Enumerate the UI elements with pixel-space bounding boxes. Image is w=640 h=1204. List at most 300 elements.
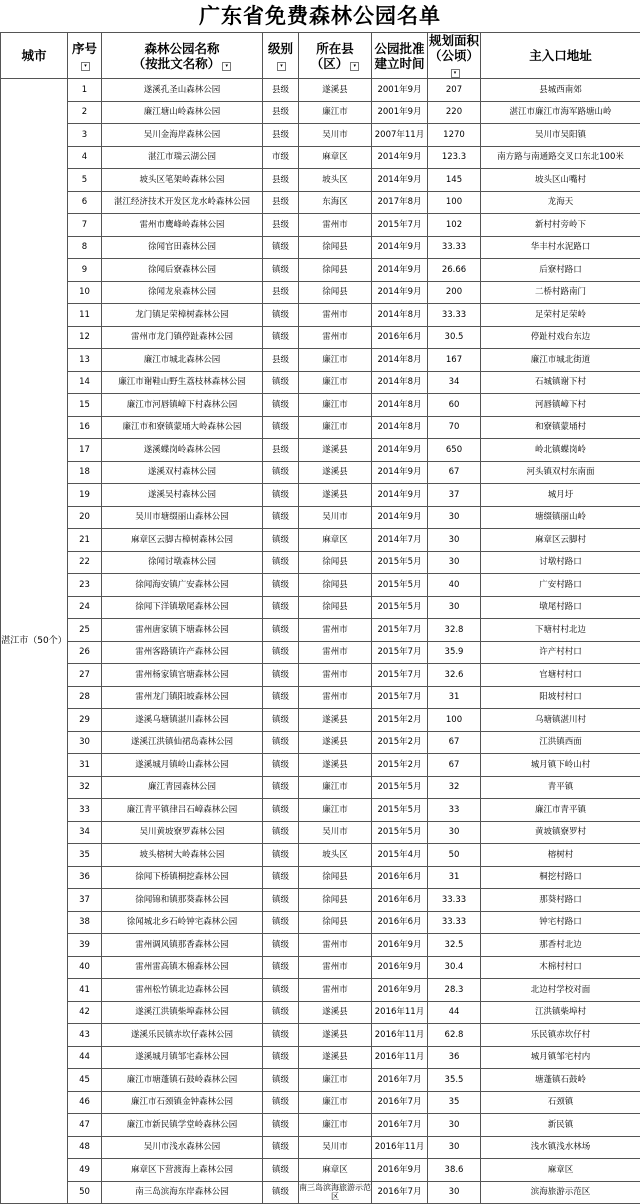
row-number-cell[interactable]: 24 xyxy=(68,596,102,619)
row-number-cell[interactable]: 30 xyxy=(68,731,102,754)
area-cell[interactable]: 1270 xyxy=(428,124,481,147)
park-name-cell[interactable]: 廉江市塘蓬镇石鼓岭森林公园 xyxy=(102,1069,263,1092)
park-name-cell[interactable]: 雷州市鹰峰岭森林公园 xyxy=(102,214,263,237)
park-name-cell[interactable]: 龙门镇足荣樟树森林公园 xyxy=(102,304,263,327)
column-header-area[interactable] xyxy=(428,33,481,79)
entrance-address-cell[interactable]: 浅水镇浅水林场 xyxy=(481,1136,640,1159)
entrance-address-cell[interactable]: 乌塘镇湛川村 xyxy=(481,709,640,732)
level-cell[interactable]: 县级 xyxy=(263,281,299,304)
approval-date-cell[interactable]: 2016年7月 xyxy=(372,1091,428,1114)
level-cell[interactable]: 镇级 xyxy=(263,1159,299,1182)
area-cell[interactable]: 40 xyxy=(428,574,481,597)
level-cell[interactable]: 镇级 xyxy=(263,709,299,732)
level-cell[interactable]: 镇级 xyxy=(263,956,299,979)
area-cell[interactable]: 30 xyxy=(428,821,481,844)
county-cell[interactable]: 坡头区 xyxy=(299,169,372,192)
level-cell[interactable]: 镇级 xyxy=(263,461,299,484)
level-cell[interactable]: 镇级 xyxy=(263,484,299,507)
park-name-cell[interactable]: 麻章区云脚古樟树森林公园 xyxy=(102,529,263,552)
county-cell[interactable]: 徐闻县 xyxy=(299,596,372,619)
row-number-cell[interactable]: 26 xyxy=(68,641,102,664)
approval-date-cell[interactable]: 2015年7月 xyxy=(372,214,428,237)
entrance-address-cell[interactable]: 后寮村路口 xyxy=(481,259,640,282)
entrance-address-cell[interactable]: 坡头区山嘴村 xyxy=(481,169,640,192)
city-cell[interactable]: 湛江市（50个） xyxy=(1,79,68,1204)
row-number-cell[interactable]: 27 xyxy=(68,664,102,687)
approval-date-cell[interactable]: 2015年4月 xyxy=(372,844,428,867)
county-cell[interactable]: 廉江市 xyxy=(299,1114,372,1137)
entrance-address-cell[interactable]: 乐民镇赤坎仔村 xyxy=(481,1024,640,1047)
entrance-address-cell[interactable]: 城月镇下岭山村 xyxy=(481,754,640,777)
county-cell[interactable]: 徐闻县 xyxy=(299,889,372,912)
level-cell[interactable]: 镇级 xyxy=(263,1114,299,1137)
area-cell[interactable]: 67 xyxy=(428,731,481,754)
area-cell[interactable]: 220 xyxy=(428,101,481,124)
entrance-address-cell[interactable]: 榕树村 xyxy=(481,844,640,867)
entrance-address-cell[interactable]: 广安村路口 xyxy=(481,574,640,597)
park-name-cell[interactable]: 雷州松竹镇北边森林公园 xyxy=(102,979,263,1002)
entrance-address-cell[interactable]: 江洪镇西面 xyxy=(481,731,640,754)
county-cell[interactable]: 吴川市 xyxy=(299,821,372,844)
level-cell[interactable]: 镇级 xyxy=(263,1181,299,1204)
entrance-address-cell[interactable]: 滨海旅游示范区 xyxy=(481,1181,640,1204)
approval-date-cell[interactable]: 2016年6月 xyxy=(372,326,428,349)
entrance-address-cell[interactable]: 廉江市青平镇 xyxy=(481,799,640,822)
row-number-cell[interactable]: 39 xyxy=(68,934,102,957)
county-cell[interactable]: 遂溪县 xyxy=(299,754,372,777)
county-cell[interactable]: 徐闻县 xyxy=(299,866,372,889)
entrance-address-cell[interactable]: 新民镇 xyxy=(481,1114,640,1137)
area-cell[interactable]: 31 xyxy=(428,686,481,709)
approval-date-cell[interactable]: 2014年8月 xyxy=(372,349,428,372)
level-cell[interactable]: 县级 xyxy=(263,439,299,462)
park-name-cell[interactable]: 吴川黄坡寮罗森林公园 xyxy=(102,821,263,844)
area-cell[interactable]: 36 xyxy=(428,1046,481,1069)
row-number-cell[interactable]: 25 xyxy=(68,619,102,642)
level-cell[interactable]: 镇级 xyxy=(263,416,299,439)
row-number-cell[interactable]: 46 xyxy=(68,1091,102,1114)
area-cell[interactable]: 30 xyxy=(428,1181,481,1204)
county-cell[interactable]: 徐闻县 xyxy=(299,551,372,574)
county-cell[interactable]: 遂溪县 xyxy=(299,1046,372,1069)
approval-date-cell[interactable]: 2016年6月 xyxy=(372,911,428,934)
park-name-cell[interactable]: 廉江塘山岭森林公园 xyxy=(102,101,263,124)
row-number-cell[interactable]: 11 xyxy=(68,304,102,327)
area-cell[interactable]: 33.33 xyxy=(428,304,481,327)
county-cell[interactable]: 遂溪县 xyxy=(299,461,372,484)
level-cell[interactable]: 镇级 xyxy=(263,1024,299,1047)
area-cell[interactable]: 60 xyxy=(428,394,481,417)
entrance-address-cell[interactable]: 下塘村村北边 xyxy=(481,619,640,642)
row-number-cell[interactable]: 42 xyxy=(68,1001,102,1024)
approval-date-cell[interactable]: 2016年9月 xyxy=(372,956,428,979)
level-cell[interactable]: 镇级 xyxy=(263,394,299,417)
row-number-cell[interactable]: 43 xyxy=(68,1024,102,1047)
approval-date-cell[interactable]: 2016年7月 xyxy=(372,1069,428,1092)
entrance-address-cell[interactable]: 二桥村路南门 xyxy=(481,281,640,304)
entrance-address-cell[interactable]: 青平镇 xyxy=(481,776,640,799)
park-name-cell[interactable]: 雷州唐家镇下塘森林公园 xyxy=(102,619,263,642)
park-name-cell[interactable]: 雷州龙门镇阳坡森林公园 xyxy=(102,686,263,709)
park-name-cell[interactable]: 廉江市新民镇学堂岭森林公园 xyxy=(102,1114,263,1137)
column-header-approval-date[interactable] xyxy=(372,33,428,79)
entrance-address-cell[interactable]: 许产村村口 xyxy=(481,641,640,664)
level-cell[interactable]: 镇级 xyxy=(263,799,299,822)
row-number-cell[interactable]: 6 xyxy=(68,191,102,214)
approval-date-cell[interactable]: 2014年9月 xyxy=(372,169,428,192)
park-name-cell[interactable]: 廉江市城北森林公园 xyxy=(102,349,263,372)
level-cell[interactable]: 镇级 xyxy=(263,574,299,597)
county-cell[interactable]: 雷州市 xyxy=(299,326,372,349)
area-cell[interactable]: 30 xyxy=(428,596,481,619)
approval-date-cell[interactable]: 2014年9月 xyxy=(372,461,428,484)
level-cell[interactable]: 镇级 xyxy=(263,304,299,327)
row-number-cell[interactable]: 1 xyxy=(68,79,102,102)
level-cell[interactable]: 镇级 xyxy=(263,529,299,552)
row-number-cell[interactable]: 47 xyxy=(68,1114,102,1137)
entrance-address-cell[interactable]: 岭北镇蝶岗岭 xyxy=(481,439,640,462)
row-number-cell[interactable]: 32 xyxy=(68,776,102,799)
approval-date-cell[interactable]: 2015年5月 xyxy=(372,776,428,799)
area-cell[interactable]: 200 xyxy=(428,281,481,304)
county-cell[interactable]: 雷州市 xyxy=(299,619,372,642)
row-number-cell[interactable]: 38 xyxy=(68,911,102,934)
filter-dropdown-icon[interactable]: ▾ xyxy=(222,62,231,71)
level-cell[interactable]: 镇级 xyxy=(263,664,299,687)
level-cell[interactable]: 镇级 xyxy=(263,259,299,282)
approval-date-cell[interactable]: 2016年7月 xyxy=(372,1114,428,1137)
park-name-cell[interactable]: 遂溪江洪镇仙裙岛森林公园 xyxy=(102,731,263,754)
level-cell[interactable]: 镇级 xyxy=(263,731,299,754)
park-name-cell[interactable]: 徐闻龙泉森林公园 xyxy=(102,281,263,304)
row-number-cell[interactable]: 3 xyxy=(68,124,102,147)
approval-date-cell[interactable]: 2015年2月 xyxy=(372,731,428,754)
row-number-cell[interactable]: 21 xyxy=(68,529,102,552)
county-cell[interactable]: 廉江市 xyxy=(299,416,372,439)
area-cell[interactable]: 35.9 xyxy=(428,641,481,664)
approval-date-cell[interactable]: 2015年5月 xyxy=(372,821,428,844)
level-cell[interactable]: 镇级 xyxy=(263,911,299,934)
entrance-address-cell[interactable]: 足荣村足荣岭 xyxy=(481,304,640,327)
park-name-cell[interactable]: 廉江市谢鞋山野生荔枝林森林公园 xyxy=(102,371,263,394)
approval-date-cell[interactable]: 2016年9月 xyxy=(372,979,428,1002)
park-name-cell[interactable]: 吴川市浅水森林公园 xyxy=(102,1136,263,1159)
entrance-address-cell[interactable]: 南方路与南通路交叉口东北100米 xyxy=(481,146,640,169)
row-number-cell[interactable]: 34 xyxy=(68,821,102,844)
county-cell[interactable]: 雷州市 xyxy=(299,686,372,709)
area-cell[interactable]: 33.33 xyxy=(428,889,481,912)
entrance-address-cell[interactable]: 讨墩村路口 xyxy=(481,551,640,574)
approval-date-cell[interactable]: 2016年7月 xyxy=(372,1181,428,1204)
row-number-cell[interactable]: 41 xyxy=(68,979,102,1002)
level-cell[interactable]: 县级 xyxy=(263,191,299,214)
entrance-address-cell[interactable]: 石颈镇 xyxy=(481,1091,640,1114)
area-cell[interactable]: 207 xyxy=(428,79,481,102)
approval-date-cell[interactable]: 2014年8月 xyxy=(372,371,428,394)
county-cell[interactable]: 雷州市 xyxy=(299,934,372,957)
approval-date-cell[interactable]: 2016年11月 xyxy=(372,1001,428,1024)
county-cell[interactable]: 遂溪县 xyxy=(299,439,372,462)
area-cell[interactable]: 167 xyxy=(428,349,481,372)
county-cell[interactable]: 吴川市 xyxy=(299,506,372,529)
approval-date-cell[interactable]: 2014年9月 xyxy=(372,484,428,507)
entrance-address-cell[interactable]: 河唇镇嶂下村 xyxy=(481,394,640,417)
park-name-cell[interactable]: 廉江市河唇镇嶂下村森林公园 xyxy=(102,394,263,417)
row-number-cell[interactable]: 33 xyxy=(68,799,102,822)
approval-date-cell[interactable]: 2001年9月 xyxy=(372,101,428,124)
row-number-cell[interactable]: 31 xyxy=(68,754,102,777)
entrance-address-cell[interactable]: 麻章区云脚村 xyxy=(481,529,640,552)
county-cell[interactable]: 遂溪县 xyxy=(299,484,372,507)
entrance-address-cell[interactable]: 塘缀镇丽山岭 xyxy=(481,506,640,529)
row-number-cell[interactable]: 22 xyxy=(68,551,102,574)
approval-date-cell[interactable]: 2016年6月 xyxy=(372,889,428,912)
area-cell[interactable]: 35.5 xyxy=(428,1069,481,1092)
county-cell[interactable]: 麻章区 xyxy=(299,1159,372,1182)
row-number-cell[interactable]: 8 xyxy=(68,236,102,259)
park-name-cell[interactable]: 徐闻后寮森林公园 xyxy=(102,259,263,282)
park-name-cell[interactable]: 吴川金海岸森林公园 xyxy=(102,124,263,147)
row-number-cell[interactable]: 50 xyxy=(68,1181,102,1204)
county-cell[interactable]: 吴川市 xyxy=(299,1136,372,1159)
row-number-cell[interactable]: 14 xyxy=(68,371,102,394)
county-cell[interactable]: 遂溪县 xyxy=(299,731,372,754)
row-number-cell[interactable]: 4 xyxy=(68,146,102,169)
approval-date-cell[interactable]: 2015年5月 xyxy=(372,799,428,822)
area-cell[interactable]: 100 xyxy=(428,191,481,214)
park-name-cell[interactable]: 遂溪城月镇岭山森林公园 xyxy=(102,754,263,777)
area-cell[interactable]: 26.66 xyxy=(428,259,481,282)
entrance-address-cell[interactable]: 那香村北边 xyxy=(481,934,640,957)
area-cell[interactable]: 28.3 xyxy=(428,979,481,1002)
row-number-cell[interactable]: 37 xyxy=(68,889,102,912)
row-number-cell[interactable]: 48 xyxy=(68,1136,102,1159)
county-cell[interactable]: 麻章区 xyxy=(299,146,372,169)
level-cell[interactable]: 镇级 xyxy=(263,551,299,574)
county-cell[interactable]: 遂溪县 xyxy=(299,79,372,102)
entrance-address-cell[interactable]: 龙海天 xyxy=(481,191,640,214)
area-cell[interactable]: 30 xyxy=(428,551,481,574)
area-cell[interactable]: 62.8 xyxy=(428,1024,481,1047)
park-name-cell[interactable]: 南三岛滨海东岸森林公园 xyxy=(102,1181,263,1204)
county-cell[interactable]: 雷州市 xyxy=(299,979,372,1002)
level-cell[interactable]: 镇级 xyxy=(263,754,299,777)
entrance-address-cell[interactable]: 江洪镇柴埠村 xyxy=(481,1001,640,1024)
area-cell[interactable]: 31 xyxy=(428,866,481,889)
approval-date-cell[interactable]: 2014年9月 xyxy=(372,439,428,462)
area-cell[interactable]: 70 xyxy=(428,416,481,439)
area-cell[interactable]: 50 xyxy=(428,844,481,867)
level-cell[interactable]: 县级 xyxy=(263,169,299,192)
level-cell[interactable]: 镇级 xyxy=(263,1046,299,1069)
approval-date-cell[interactable]: 2015年7月 xyxy=(372,664,428,687)
column-header-county[interactable] xyxy=(299,33,372,79)
row-number-cell[interactable]: 29 xyxy=(68,709,102,732)
county-cell[interactable]: 遂溪县 xyxy=(299,1001,372,1024)
county-cell[interactable]: 麻章区 xyxy=(299,529,372,552)
county-cell[interactable]: 徐闻县 xyxy=(299,911,372,934)
approval-date-cell[interactable]: 2015年5月 xyxy=(372,574,428,597)
row-number-cell[interactable]: 9 xyxy=(68,259,102,282)
area-cell[interactable]: 145 xyxy=(428,169,481,192)
area-cell[interactable]: 30 xyxy=(428,506,481,529)
entrance-address-cell[interactable]: 华丰村水泥路口 xyxy=(481,236,640,259)
county-cell[interactable]: 廉江市 xyxy=(299,776,372,799)
park-name-cell[interactable]: 坡头区笔架岭森林公园 xyxy=(102,169,263,192)
county-cell[interactable]: 徐闻县 xyxy=(299,574,372,597)
area-cell[interactable]: 32 xyxy=(428,776,481,799)
park-name-cell[interactable]: 徐闻讨墩森林公园 xyxy=(102,551,263,574)
approval-date-cell[interactable]: 2015年5月 xyxy=(372,596,428,619)
approval-date-cell[interactable]: 2001年9月 xyxy=(372,79,428,102)
row-number-cell[interactable]: 45 xyxy=(68,1069,102,1092)
park-name-cell[interactable]: 雷州雷高镇木棉森林公园 xyxy=(102,956,263,979)
approval-date-cell[interactable]: 2014年8月 xyxy=(372,416,428,439)
entrance-address-cell[interactable]: 城月镇邹宅村内 xyxy=(481,1046,640,1069)
approval-date-cell[interactable]: 2016年11月 xyxy=(372,1136,428,1159)
entrance-address-cell[interactable]: 麻章区 xyxy=(481,1159,640,1182)
park-name-cell[interactable]: 遂溪江洪镇柴埠森林公园 xyxy=(102,1001,263,1024)
entrance-address-cell[interactable]: 塘蓬镇石鼓岭 xyxy=(481,1069,640,1092)
entrance-address-cell[interactable]: 县城西南郊 xyxy=(481,79,640,102)
park-name-cell[interactable]: 雷州杨家镇官塘森林公园 xyxy=(102,664,263,687)
county-cell[interactable]: 徐闻县 xyxy=(299,236,372,259)
county-cell[interactable]: 吴川市 xyxy=(299,124,372,147)
park-name-cell[interactable]: 遂溪吴村森林公园 xyxy=(102,484,263,507)
area-cell[interactable]: 32.5 xyxy=(428,934,481,957)
row-number-cell[interactable]: 5 xyxy=(68,169,102,192)
county-cell[interactable]: 遂溪县 xyxy=(299,709,372,732)
park-name-cell[interactable]: 遂溪城月镇邹宅森林公园 xyxy=(102,1046,263,1069)
entrance-address-cell[interactable]: 钟宅村路口 xyxy=(481,911,640,934)
row-number-cell[interactable]: 23 xyxy=(68,574,102,597)
level-cell[interactable]: 镇级 xyxy=(263,1069,299,1092)
column-header-park-name[interactable] xyxy=(102,33,263,79)
level-cell[interactable]: 县级 xyxy=(263,101,299,124)
county-cell[interactable]: 南三岛滨海旅游示范区 xyxy=(299,1181,372,1204)
level-cell[interactable]: 镇级 xyxy=(263,506,299,529)
area-cell[interactable]: 32.6 xyxy=(428,664,481,687)
area-cell[interactable]: 67 xyxy=(428,754,481,777)
county-cell[interactable]: 廉江市 xyxy=(299,1069,372,1092)
area-cell[interactable]: 32.8 xyxy=(428,619,481,642)
entrance-address-cell[interactable]: 和寮镇蒙埇村 xyxy=(481,416,640,439)
park-name-cell[interactable]: 徐闻城北乡石岭钟宅森林公园 xyxy=(102,911,263,934)
column-header-entrance-address[interactable]: 主入口地址 xyxy=(481,33,640,79)
approval-date-cell[interactable]: 2014年8月 xyxy=(372,304,428,327)
filter-dropdown-icon[interactable]: ▾ xyxy=(451,69,460,78)
level-cell[interactable]: 县级 xyxy=(263,349,299,372)
area-cell[interactable]: 34 xyxy=(428,371,481,394)
county-cell[interactable]: 廉江市 xyxy=(299,101,372,124)
level-cell[interactable]: 镇级 xyxy=(263,596,299,619)
approval-date-cell[interactable]: 2015年5月 xyxy=(372,551,428,574)
entrance-address-cell[interactable]: 石城镇谢下村 xyxy=(481,371,640,394)
park-name-cell[interactable]: 遂溪乐民镇赤坎仔森林公园 xyxy=(102,1024,263,1047)
park-name-cell[interactable]: 廉江青园森林公园 xyxy=(102,776,263,799)
row-number-cell[interactable]: 18 xyxy=(68,461,102,484)
entrance-address-cell[interactable]: 湛江市廉江市海军路塘山岭 xyxy=(481,101,640,124)
area-cell[interactable]: 30 xyxy=(428,529,481,552)
park-name-cell[interactable]: 湛江经济技术开发区龙水岭森林公园 xyxy=(102,191,263,214)
approval-date-cell[interactable]: 2015年7月 xyxy=(372,686,428,709)
filter-dropdown-icon[interactable]: ▾ xyxy=(350,62,359,71)
county-cell[interactable]: 遂溪县 xyxy=(299,1024,372,1047)
approval-date-cell[interactable]: 2015年7月 xyxy=(372,619,428,642)
filter-dropdown-icon[interactable]: ▾ xyxy=(277,62,286,71)
approval-date-cell[interactable]: 2016年9月 xyxy=(372,1159,428,1182)
county-cell[interactable]: 坡头区 xyxy=(299,844,372,867)
area-cell[interactable]: 30 xyxy=(428,1136,481,1159)
filter-dropdown-icon[interactable]: ▾ xyxy=(81,62,90,71)
row-number-cell[interactable]: 19 xyxy=(68,484,102,507)
park-name-cell[interactable]: 雷州调风镇那香森林公园 xyxy=(102,934,263,957)
approval-date-cell[interactable]: 2015年7月 xyxy=(372,641,428,664)
area-cell[interactable]: 123.3 xyxy=(428,146,481,169)
county-cell[interactable]: 雷州市 xyxy=(299,304,372,327)
row-number-cell[interactable]: 44 xyxy=(68,1046,102,1069)
area-cell[interactable]: 100 xyxy=(428,709,481,732)
row-number-cell[interactable]: 49 xyxy=(68,1159,102,1182)
row-number-cell[interactable]: 13 xyxy=(68,349,102,372)
county-cell[interactable]: 雷州市 xyxy=(299,214,372,237)
area-cell[interactable]: 102 xyxy=(428,214,481,237)
approval-date-cell[interactable]: 2014年9月 xyxy=(372,236,428,259)
row-number-cell[interactable]: 10 xyxy=(68,281,102,304)
park-name-cell[interactable]: 坡头榕树大岭森林公园 xyxy=(102,844,263,867)
approval-date-cell[interactable]: 2014年9月 xyxy=(372,259,428,282)
entrance-address-cell[interactable]: 阳坡村村口 xyxy=(481,686,640,709)
county-cell[interactable]: 廉江市 xyxy=(299,1091,372,1114)
approval-date-cell[interactable]: 2016年6月 xyxy=(372,866,428,889)
county-cell[interactable]: 廉江市 xyxy=(299,349,372,372)
county-cell[interactable]: 廉江市 xyxy=(299,799,372,822)
park-name-cell[interactable]: 雷州客路镇许产森林公园 xyxy=(102,641,263,664)
park-name-cell[interactable]: 徐闻海安镇广安森林公园 xyxy=(102,574,263,597)
area-cell[interactable]: 33.33 xyxy=(428,911,481,934)
entrance-address-cell[interactable]: 廉江市城北街道 xyxy=(481,349,640,372)
approval-date-cell[interactable]: 2015年2月 xyxy=(372,709,428,732)
column-header-city[interactable]: 城市 xyxy=(1,33,68,79)
approval-date-cell[interactable]: 2014年8月 xyxy=(372,394,428,417)
park-name-cell[interactable]: 遂溪乌塘镇湛川森林公园 xyxy=(102,709,263,732)
row-number-cell[interactable]: 17 xyxy=(68,439,102,462)
park-name-cell[interactable]: 雷州市龙门镇停趾森林公园 xyxy=(102,326,263,349)
level-cell[interactable]: 镇级 xyxy=(263,979,299,1002)
level-cell[interactable]: 镇级 xyxy=(263,1091,299,1114)
approval-date-cell[interactable]: 2016年9月 xyxy=(372,934,428,957)
area-cell[interactable]: 38.6 xyxy=(428,1159,481,1182)
row-number-cell[interactable]: 36 xyxy=(68,866,102,889)
row-number-cell[interactable]: 20 xyxy=(68,506,102,529)
approval-date-cell[interactable]: 2014年9月 xyxy=(372,281,428,304)
approval-date-cell[interactable]: 2014年9月 xyxy=(372,506,428,529)
entrance-address-cell[interactable]: 北边村学校对面 xyxy=(481,979,640,1002)
row-number-cell[interactable]: 2 xyxy=(68,101,102,124)
level-cell[interactable]: 镇级 xyxy=(263,641,299,664)
area-cell[interactable]: 30.5 xyxy=(428,326,481,349)
level-cell[interactable]: 镇级 xyxy=(263,844,299,867)
entrance-address-cell[interactable]: 那葵村路口 xyxy=(481,889,640,912)
area-cell[interactable]: 30.4 xyxy=(428,956,481,979)
area-cell[interactable]: 33 xyxy=(428,799,481,822)
entrance-address-cell[interactable]: 黄坡镇寮罗村 xyxy=(481,821,640,844)
level-cell[interactable]: 镇级 xyxy=(263,371,299,394)
entrance-address-cell[interactable]: 桐挖村路口 xyxy=(481,866,640,889)
approval-date-cell[interactable]: 2015年2月 xyxy=(372,754,428,777)
county-cell[interactable]: 廉江市 xyxy=(299,394,372,417)
row-number-cell[interactable]: 40 xyxy=(68,956,102,979)
